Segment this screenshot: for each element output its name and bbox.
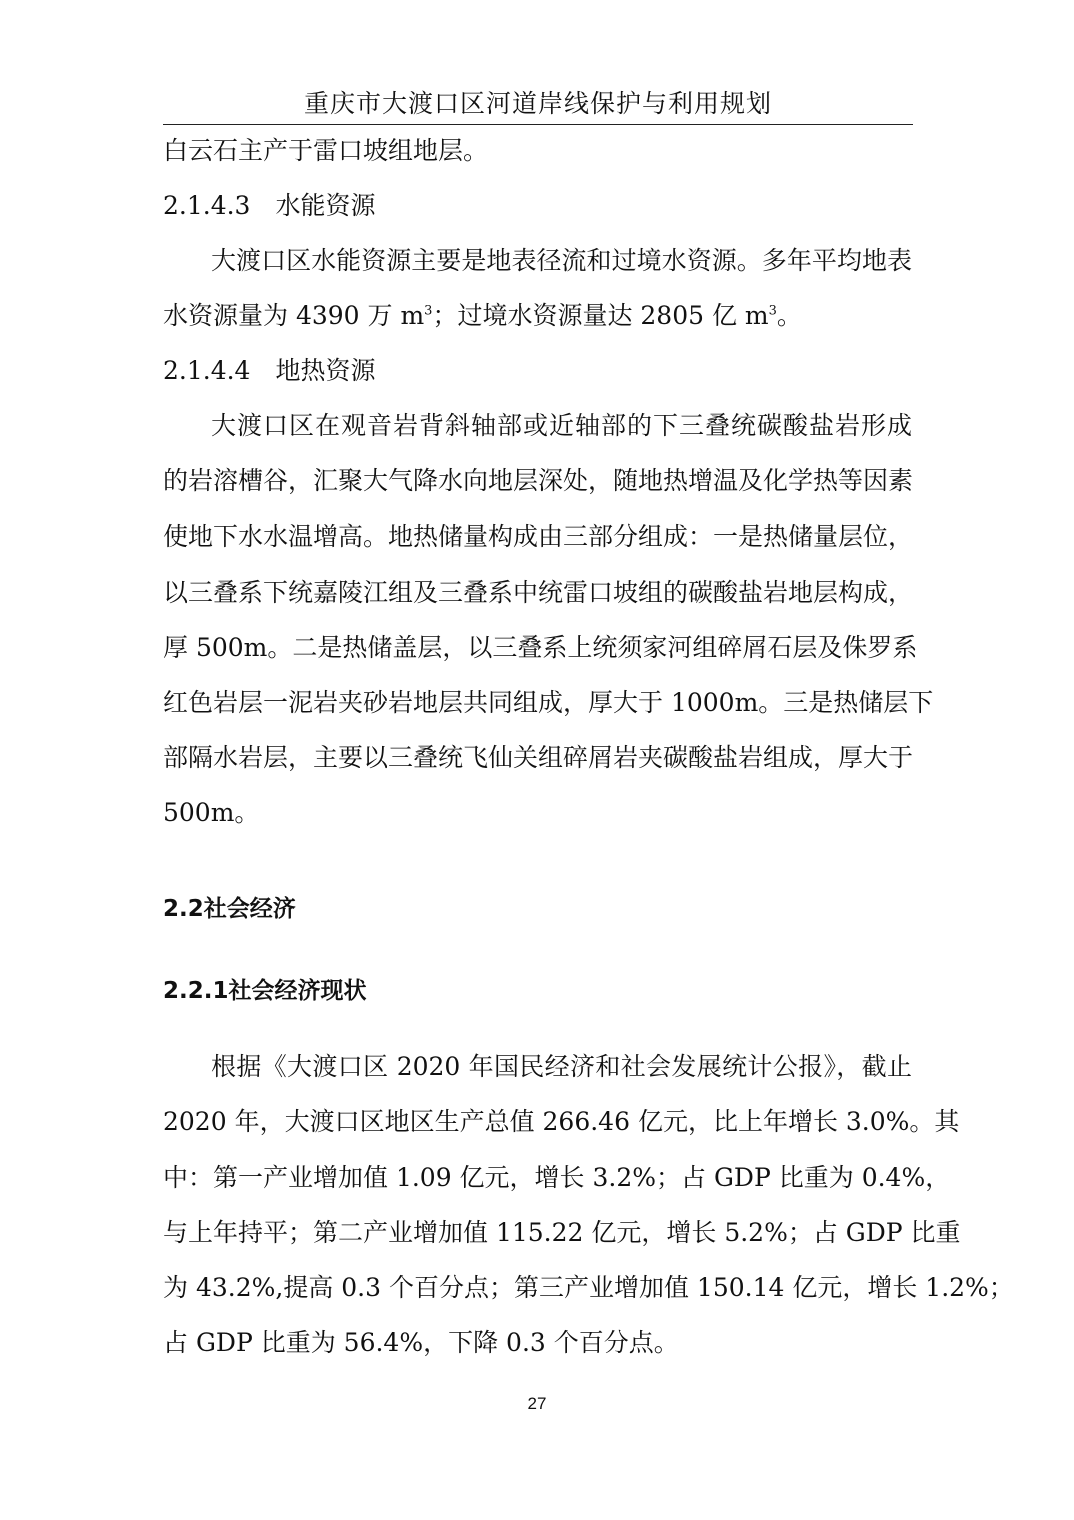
paragraph-line: 以三叠系下统嘉陵江组及三叠系中统雷口坡组的碳酸盐岩地层构成， — [163, 578, 914, 607]
text: ；过境水资源量达 2805 亿 m — [432, 301, 769, 330]
paragraph-line: 根据《大渡口区 2020 年国民经济和社会发展统计公报》，截止 — [211, 1052, 912, 1081]
paragraph-line: 大渡口区在观音岩背斜轴部或近轴部的下三叠统碳酸盐岩形成 — [211, 411, 912, 440]
paragraph-line: 白云石主产于雷口坡组地层。 — [163, 136, 489, 165]
paragraph-line — [163, 299, 912, 333]
superscript: 3 — [768, 303, 777, 319]
paragraph-line: 为 43.2%,提高 0.3 个百分点；第三产业增加值 150.14 亿元，增长 1.2%； — [163, 1273, 1014, 1302]
paragraph-line: 红色岩层一泥岩夹砂岩地层共同组成，厚大于 1000m。三是热储层下 — [163, 688, 934, 717]
text: 水资源量为 4390 万 m — [163, 301, 425, 330]
text: 。 — [776, 301, 802, 330]
paragraph-line: 2020 年，大渡口区地区生产总值 266.46 亿元，比上年增长 3.0%。其 — [163, 1107, 960, 1136]
section-heading-2-1-4-4: 2.1.4.4 地热资源 — [163, 356, 376, 385]
running-header: 重庆市大渡口区河道岸线保护与利用规划 — [303, 89, 772, 118]
paragraph-line: 使地下水水温增高。地热储量构成由三部分组成：一是热储量层位， — [163, 522, 914, 551]
header-rule — [163, 124, 913, 125]
section-heading-2-2: 2.2社会经济 — [163, 896, 296, 922]
paragraph-line: 与上年持平；第二产业增加值 115.22 亿元，增长 5.2%；占 GDP 比重 — [163, 1218, 961, 1247]
paragraph-line: 中：第一产业增加值 1.09 亿元，增长 3.2%；占 GDP 比重为 0.4%， — [163, 1163, 951, 1192]
paragraph-line: 500m。 — [163, 798, 260, 827]
section-heading-2-1-4-3: 2.1.4.3 水能资源 — [163, 191, 376, 220]
paragraph-line: 大渡口区水能资源主要是地表径流和过境水资源。多年平均地表 — [211, 246, 912, 275]
page-number: 27 — [527, 1394, 547, 1413]
paragraph-line: 占 GDP 比重为 56.4%，下降 0.3 个百分点。 — [163, 1328, 679, 1357]
section-heading-2-2-1: 2.2.1社会经济现状 — [163, 978, 367, 1004]
paragraph-line: 部隔水岩层，主要以三叠统飞仙关组碎屑岩夹碳酸盐岩组成，厚大于 — [163, 743, 914, 772]
paragraph-line: 厚 500m。二是热储盖层，以三叠系上统须家河组碎屑石层及侏罗系 — [163, 633, 918, 662]
paragraph-line: 的岩溶槽谷，汇聚大气降水向地层深处，随地热增温及化学热等因素 — [163, 466, 914, 495]
superscript: 3 — [424, 303, 433, 319]
